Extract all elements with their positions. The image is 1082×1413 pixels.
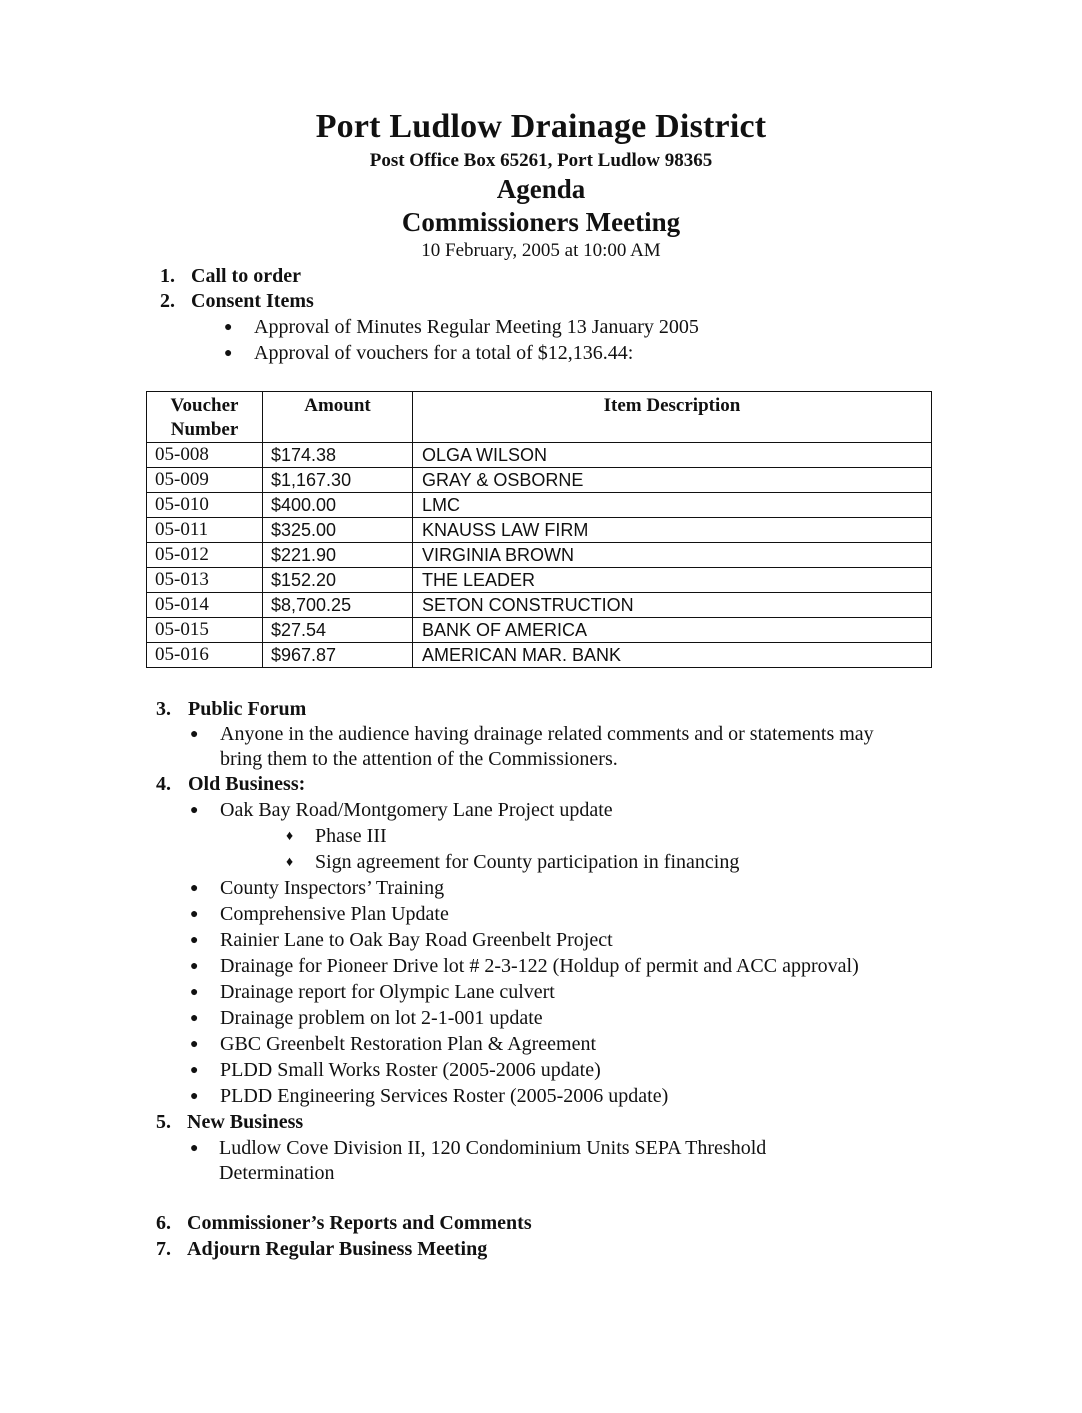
agenda-item-adjourn: Adjourn Regular Business Meeting	[187, 1238, 488, 1260]
voucher-description: GRAY & OSBORNE	[413, 468, 932, 493]
voucher-description: VIRGINIA BROWN	[413, 543, 932, 568]
meeting-title: Commissioners Meeting	[401, 207, 681, 237]
old-business-item: PLDD Small Works Roster (2005-2006 update)	[220, 1059, 601, 1081]
voucher-number: 05-011	[147, 518, 263, 543]
voucher-number: 05-012	[147, 543, 263, 568]
voucher-number: 05-009	[147, 468, 263, 493]
voucher-amount: $152.20	[263, 568, 413, 593]
diamond-bullet-icon: ♦	[286, 855, 294, 870]
header-amount: Amount	[263, 392, 413, 443]
agenda-item-commissioners-reports: Commissioner’s Reports and Comments	[187, 1212, 532, 1234]
agenda-item-consent-items: Consent Items	[191, 290, 314, 312]
old-business-item: Drainage problem on lot 2-1-001 update	[220, 1007, 543, 1029]
old-business-item: PLDD Engineering Services Roster (2005-2006 update)	[220, 1085, 669, 1107]
new-business-item-line1: Ludlow Cove Division II, 120 Condominium Units SEPA Threshold	[219, 1137, 767, 1159]
agenda-item-number: 3.	[156, 698, 171, 720]
agenda-item-number: 2.	[160, 290, 175, 312]
voucher-description: BANK OF AMERICA	[413, 618, 932, 643]
voucher-amount: $325.00	[263, 518, 413, 543]
agenda-item-number: 1.	[160, 265, 175, 287]
table-row	[147, 643, 932, 668]
table-row	[147, 543, 932, 568]
document-title: Port Ludlow Drainage District	[315, 108, 767, 145]
voucher-table	[146, 391, 932, 668]
agenda-item-call-to-order: Call to order	[191, 265, 301, 287]
voucher-number: 05-015	[147, 618, 263, 643]
bullet-icon: ●	[190, 1011, 199, 1026]
address-line: Post Office Box 65261, Port Ludlow 98365	[369, 150, 713, 171]
public-forum-text-line1: Anyone in the audience having drainage related comments and or statements may	[220, 723, 874, 745]
table-row	[147, 443, 932, 468]
table-row	[147, 593, 932, 618]
bullet-icon: ●	[190, 803, 199, 818]
diamond-bullet-icon: ♦	[286, 829, 294, 844]
table-row	[147, 468, 932, 493]
header-item-description: Item Description	[413, 392, 932, 443]
consent-vouchers-item: Approval of vouchers for a total of $12,136.44:	[254, 342, 634, 364]
table-row	[147, 518, 932, 543]
bullet-icon: ●	[190, 933, 199, 948]
voucher-description: LMC	[413, 493, 932, 518]
table-row	[147, 493, 932, 518]
bullet-icon: ●	[190, 727, 199, 742]
agenda-item-number: 4.	[156, 773, 171, 795]
bullet-icon: ●	[190, 1089, 199, 1104]
voucher-amount: $174.38	[263, 443, 413, 468]
header-voucher-line2: Number	[170, 419, 239, 440]
voucher-description: AMERICAN MAR. BANK	[413, 643, 932, 668]
meeting-datetime: 10 February, 2005 at 10:00 AM	[421, 240, 661, 261]
agenda-item-number: 6.	[156, 1212, 171, 1234]
header-voucher-line1: Voucher	[170, 395, 239, 416]
voucher-number: 05-014	[147, 593, 263, 618]
voucher-number: 05-016	[147, 643, 263, 668]
voucher-amount: $967.87	[263, 643, 413, 668]
bullet-icon: ●	[190, 1063, 199, 1078]
table-header-row	[147, 392, 932, 443]
header-voucher-number	[147, 392, 263, 443]
voucher-description: SETON CONSTRUCTION	[413, 593, 932, 618]
bullet-icon: ●	[190, 881, 199, 896]
public-forum-text-line2: bring them to the attention of the Commissioners.	[220, 748, 618, 770]
old-business-item: County Inspectors’ Training	[220, 877, 445, 899]
agenda-item-public-forum: Public Forum	[188, 698, 307, 720]
agenda-item-number: 7.	[156, 1238, 171, 1260]
consent-minutes-item: Approval of Minutes Regular Meeting 13 January 2005	[254, 316, 699, 338]
old-business-item: Drainage for Pioneer Drive lot # 2-3-122 (Holdup of permit and ACC approval)	[220, 955, 859, 977]
voucher-description: THE LEADER	[413, 568, 932, 593]
bullet-icon: ●	[190, 1141, 199, 1156]
agenda-heading: Agenda	[496, 174, 586, 204]
old-business-item: Rainier Lane to Oak Bay Road Greenbelt Project	[220, 929, 613, 951]
old-business-item: Drainage report for Olympic Lane culvert	[220, 981, 555, 1003]
bullet-icon: ●	[190, 1037, 199, 1052]
old-business-item: Comprehensive Plan Update	[220, 903, 449, 925]
agenda-item-number: 5.	[156, 1111, 171, 1133]
old-business-item: GBC Greenbelt Restoration Plan & Agreement	[220, 1033, 597, 1055]
new-business-item-line2: Determination	[219, 1162, 335, 1184]
agenda-item-old-business: Old Business:	[188, 773, 306, 795]
voucher-amount: $8,700.25	[263, 593, 413, 618]
voucher-amount: $400.00	[263, 493, 413, 518]
voucher-number: 05-010	[147, 493, 263, 518]
voucher-number: 05-013	[147, 568, 263, 593]
voucher-description: KNAUSS LAW FIRM	[413, 518, 932, 543]
voucher-number: 05-008	[147, 443, 263, 468]
bullet-icon: ●	[190, 907, 199, 922]
voucher-amount: $27.54	[263, 618, 413, 643]
voucher-amount: $221.90	[263, 543, 413, 568]
bullet-icon: ●	[190, 959, 199, 974]
agenda-item-new-business: New Business	[187, 1111, 304, 1133]
bullet-icon: ●	[224, 320, 233, 335]
old-business-item: Oak Bay Road/Montgomery Lane Project update	[220, 799, 613, 821]
bullet-icon: ●	[190, 985, 199, 1000]
old-business-subitem: Sign agreement for County participation in financing	[315, 851, 740, 873]
old-business-subitem: Phase III	[315, 825, 387, 847]
table-row	[147, 618, 932, 643]
table-row	[147, 568, 932, 593]
voucher-amount: $1,167.30	[263, 468, 413, 493]
voucher-description: OLGA WILSON	[413, 443, 932, 468]
bullet-icon: ●	[224, 346, 233, 361]
